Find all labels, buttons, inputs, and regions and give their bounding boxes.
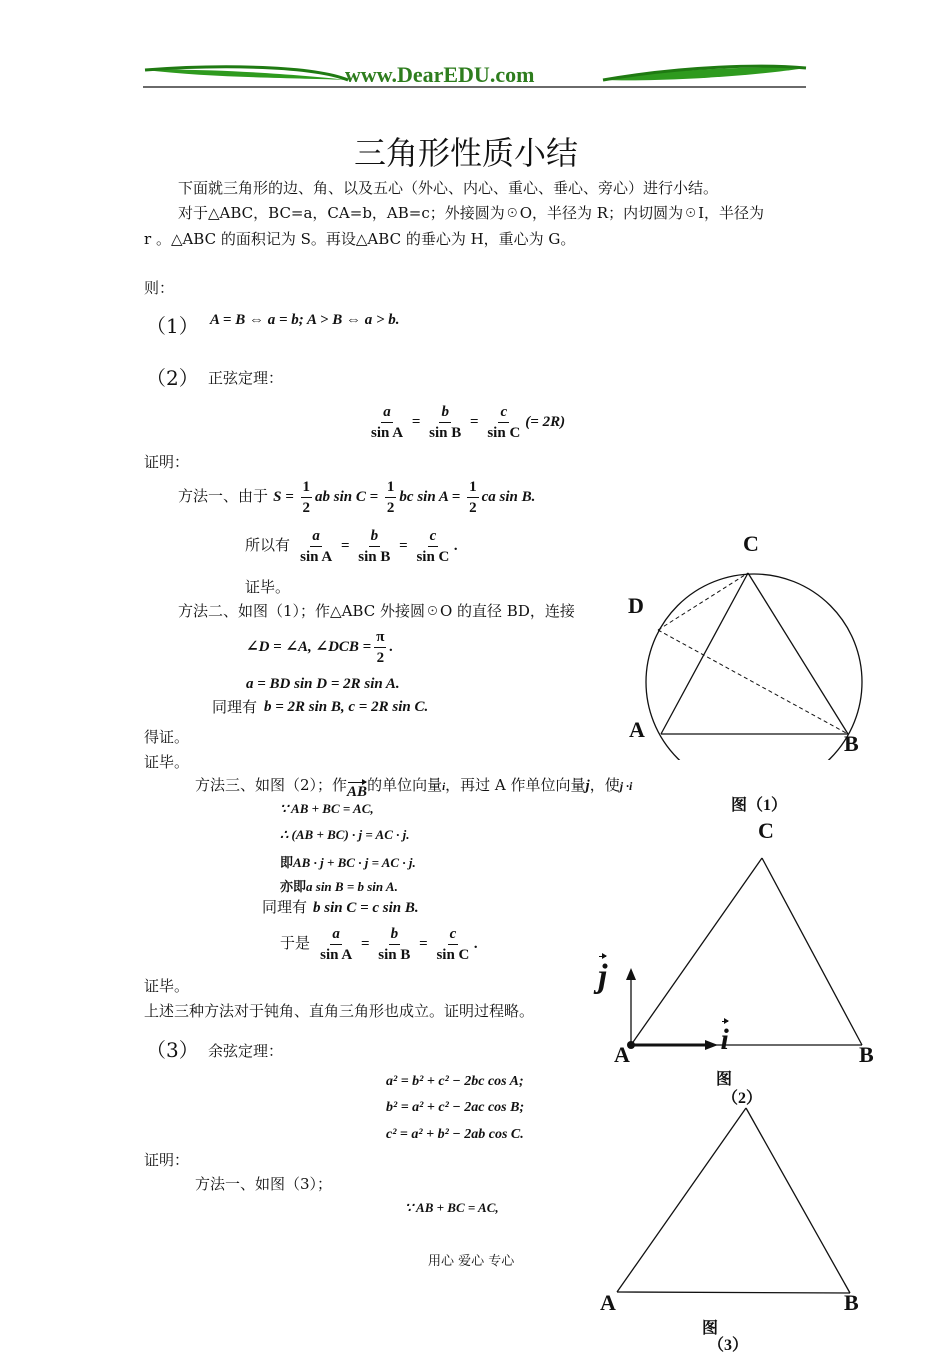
side-AB [617,1292,850,1293]
method-3-same: 同理有 [262,898,308,916]
method-3-conclusion: 于是 $\frac{a}{\text{sin A}}$ = $\frac{b}{\text{sin B}}$ = $\frac{c}{\text{sin C}}$ . [280,926,479,963]
proof-label: 证明： [144,453,190,471]
method-2-text: 方法二、如图（1）；作△ABC 外接圆☉O 的直径 BD，连接 [178,602,575,620]
method-1-formula: S = $\frac{1}{2}$ ab sin C = $\frac{1}{2}$ bc sin A = $\frac{1}{2}$ ca sin B. [273,479,536,516]
method-3-l1: ∵ AB + BC = AC, [280,801,374,816]
item-3-label: 余弦定理： [208,1042,284,1060]
fig3-label-A: A [600,1290,616,1315]
circumcircle [646,574,862,760]
method-2-end: 证毕。 [144,753,190,771]
method-1-conclusion: 所以有 $\frac{a}{\text{sin A}}$ = $\frac{b}{\text{sin B}}$ = $\frac{c}{\text{sin C}}$ . [245,528,459,565]
fig3-caption-2: （3） [708,1337,749,1354]
frac-sinA: sin A [371,425,404,441]
cosine-law-l2: b² = a² + c² − 2ac cos B; [386,1100,525,1115]
fig2-label-C: C [758,818,774,843]
method-1-intro: 方法一、由于 [178,486,269,505]
intro-paragraph-2b: r 。△ABC 的面积记为 S。再设△ABC 的垂心为 H，重心为 G。 [144,230,576,248]
cosine-law-l1: a² = b² + c² − 2bc cos A; [386,1074,524,1089]
method-3-l2: ∴ (AB + BC) · j = AC · j. [280,827,410,842]
side-CB [748,573,848,734]
fig1-caption: 图（1） [731,797,788,814]
intro-paragraph-1: 下面就三角形的边、角、以及五心（外心、内心、重心、垂心、旁心）进行小结。 [178,179,719,197]
item-1-formula: A = B ⇔ a = b; A > B ⇔ a > b. [210,312,400,328]
footer: 用心 爱心 专心 [428,1254,515,1269]
fig2-caption-1: 图 [716,1071,733,1088]
item-2-label: 正弦定理： [208,369,284,387]
method-3-l3-line: 即AB · j + BC · j = AC · j. [280,855,416,871]
method-2-same: 同理有 [212,698,258,716]
page-title: 三角形性质小结 [354,134,579,172]
segment-DC [658,573,748,630]
fig1-label-C: C [743,531,759,556]
method-2-line-3: b = 2R sin B, c = 2R sin C. [264,699,429,715]
fig2-label-i: i [720,1023,729,1056]
frac-sinC: sin C [487,425,521,441]
item-2-number: （2） [146,366,199,390]
fig3-caption-1: 图 [702,1320,719,1337]
frac-a: a [381,403,393,423]
side-AC [617,1108,746,1292]
fig1-label-B: B [844,731,859,756]
method-1-line [178,478,535,517]
diameter-BD [658,630,848,734]
method-3-line: 方法三、如图（2）；作AB的单位向量i，再过 A 作单位向量j，使j ·i [195,776,633,800]
method-3-end: 证毕。 [144,977,190,995]
side-AC [631,858,762,1045]
side-CB [762,858,862,1045]
fig1-label-A: A [629,717,645,742]
side-CB [746,1108,850,1293]
item-1-number: （1） [146,314,199,338]
then-label: 则： [144,279,175,297]
frac-c: c [498,403,509,423]
site-url[interactable]: www.DearEDU.com [345,62,535,87]
frac-sinB: sin B [429,425,462,441]
figure-2-diagram [600,850,870,1060]
cos-proof-label: 证明： [144,1151,190,1169]
item-3-number: （3） [146,1038,199,1062]
method-3-l5: b sin C = c sin B. [313,900,419,916]
fig2-label-B: B [859,1042,874,1067]
figure-3-diagram [600,1100,860,1300]
method-1-end: 证毕。 [245,578,291,596]
method-note: 上述三种方法对于钝角、直角三角形也成立。证明过程略。 [144,1002,535,1020]
fig2-caption-2: （2） [722,1090,763,1107]
figure-1-diagram [640,560,870,760]
side-AC [661,573,748,734]
sine-law-tail: (= 2R) [525,413,566,430]
cosine-law-l3: c² = a² + b² − 2ab cos C. [386,1127,524,1142]
vector-i-head [705,1040,718,1050]
sine-law-formula: $\frac{a}{\text{sin A}}$ = $\frac{b}{\text{sin B}}$ = $\frac{c}{\text{sin C}}$ (= 2R) [371,404,566,441]
fig1-label-D: D [628,593,644,618]
method-2-line-1: ∠D = ∠A, ∠DCB = $\frac{\pi}{2}$ . [246,629,394,666]
fig2-label-A: A [614,1042,630,1067]
method-2-line-2: a = BD sin D = 2R sin A. [246,676,400,692]
fig3-label-B: B [844,1290,859,1315]
frac-b: b [439,403,451,423]
fig2-label-j: j [598,958,608,995]
intro-paragraph-2a: 对于△ABC，BC=a，CA=b，AB=c；外接圆为☉O，半径为 R；内切圆为☉I，半径为 [178,204,765,222]
method-2-proved: 得证。 [144,728,190,746]
cos-proof-method-1: 方法一、如图（3）； [195,1175,333,1193]
cos-proof-vec: ∵ AB + BC = AC, [405,1200,499,1215]
method-3-l4-line: 亦即a sin B = b sin A. [280,879,398,895]
vector-j-head [626,968,636,980]
